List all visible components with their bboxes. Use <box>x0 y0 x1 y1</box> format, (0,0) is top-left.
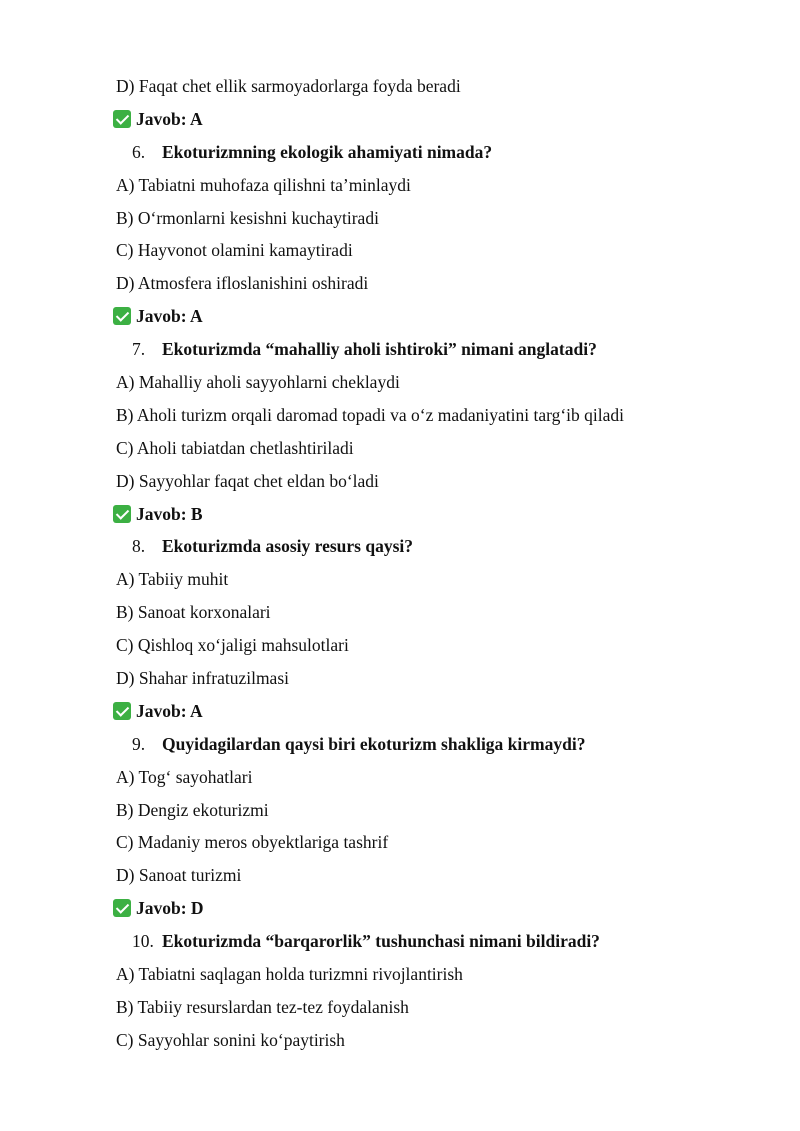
option-line: A) Tog‘ sayohatlari <box>116 766 253 787</box>
answer-text: Javob: B <box>136 503 203 524</box>
option-line: B) Sanoat korxonalari <box>116 602 271 623</box>
question-number: 8. <box>132 536 146 557</box>
answer-text: Javob: A <box>136 108 203 129</box>
question-heading <box>0 136 800 169</box>
question-text: Ekoturizmda “mahalliy aholi ishtiroki” nimani anglatadi? <box>162 339 597 360</box>
option-line: A) Tabiatni saqlagan holda turizmni rivojlantirish <box>116 964 463 985</box>
option-line: D) Sayyohlar faqat chet eldan bo‘ladi <box>116 470 379 491</box>
option-line: D) Faqat chet ellik sarmoyadorlarga foyda beradi <box>116 76 461 96</box>
document-page <box>0 70 800 1057</box>
answer-line <box>0 103 800 136</box>
check-mark-icon <box>113 307 131 325</box>
question-heading <box>0 925 800 958</box>
answer-line <box>0 300 800 333</box>
option-line: B) O‘rmonlarni kesishni kuchaytiradi <box>116 207 379 228</box>
answer-text: Javob: D <box>136 898 204 919</box>
option-line: A) Tabiatni muhofaza qilishni ta’minlaydi <box>116 174 411 195</box>
option-line: D) Shahar infratuzilmasi <box>116 668 290 689</box>
option-line: B) Aholi turizm orqali daromad topadi va o‘z madaniyatini targ‘ib qiladi <box>116 404 625 425</box>
answer-line <box>0 498 800 531</box>
question-heading <box>0 333 800 366</box>
question-text: Ekoturizmda asosiy resurs qaysi? <box>162 536 414 557</box>
question-heading <box>0 728 800 761</box>
answer-text: Javob: A <box>136 306 203 327</box>
question-heading <box>0 530 800 563</box>
answer-line <box>0 892 800 925</box>
check-mark-icon <box>113 899 131 917</box>
question-text: Ekoturizmning ekologik ahamiyati nimada? <box>162 141 493 162</box>
answer-line <box>0 695 800 728</box>
check-mark-icon <box>113 505 131 523</box>
check-mark-icon <box>113 110 131 128</box>
option-line: D) Atmosfera ifloslanishini oshiradi <box>116 273 369 294</box>
question-number: 10. <box>132 931 154 952</box>
answer-text: Javob: A <box>136 700 203 721</box>
option-line: B) Tabiiy resurslardan tez-tez foydalanish <box>116 996 409 1017</box>
option-line: D) Sanoat turizmi <box>116 865 242 886</box>
question-number: 9. <box>132 733 146 754</box>
option-line: C) Hayvonot olamini kamaytiradi <box>116 240 353 261</box>
option-line: C) Qishloq xo‘jaligi mahsulotlari <box>116 635 349 656</box>
option-line: C) Madaniy meros obyektlariga tashrif <box>116 832 389 853</box>
option-line: A) Mahalliy aholi sayyohlarni cheklaydi <box>116 372 400 393</box>
option-line: A) Tabiiy muhit <box>116 569 229 590</box>
question-number: 7. <box>132 339 146 360</box>
option-line: B) Dengiz ekoturizmi <box>116 799 269 820</box>
check-mark-icon <box>113 702 131 720</box>
question-number: 6. <box>132 141 146 162</box>
question-text: Ekoturizmda “barqarorlik” tushunchasi nimani bildiradi? <box>162 931 600 952</box>
question-text: Quyidagilardan qaysi biri ekoturizm shakliga kirmaydi? <box>162 733 586 754</box>
option-line: C) Aholi tabiatdan chetlashtiriladi <box>116 437 354 458</box>
option-line: C) Sayyohlar sonini ko‘paytirish <box>116 1029 345 1050</box>
